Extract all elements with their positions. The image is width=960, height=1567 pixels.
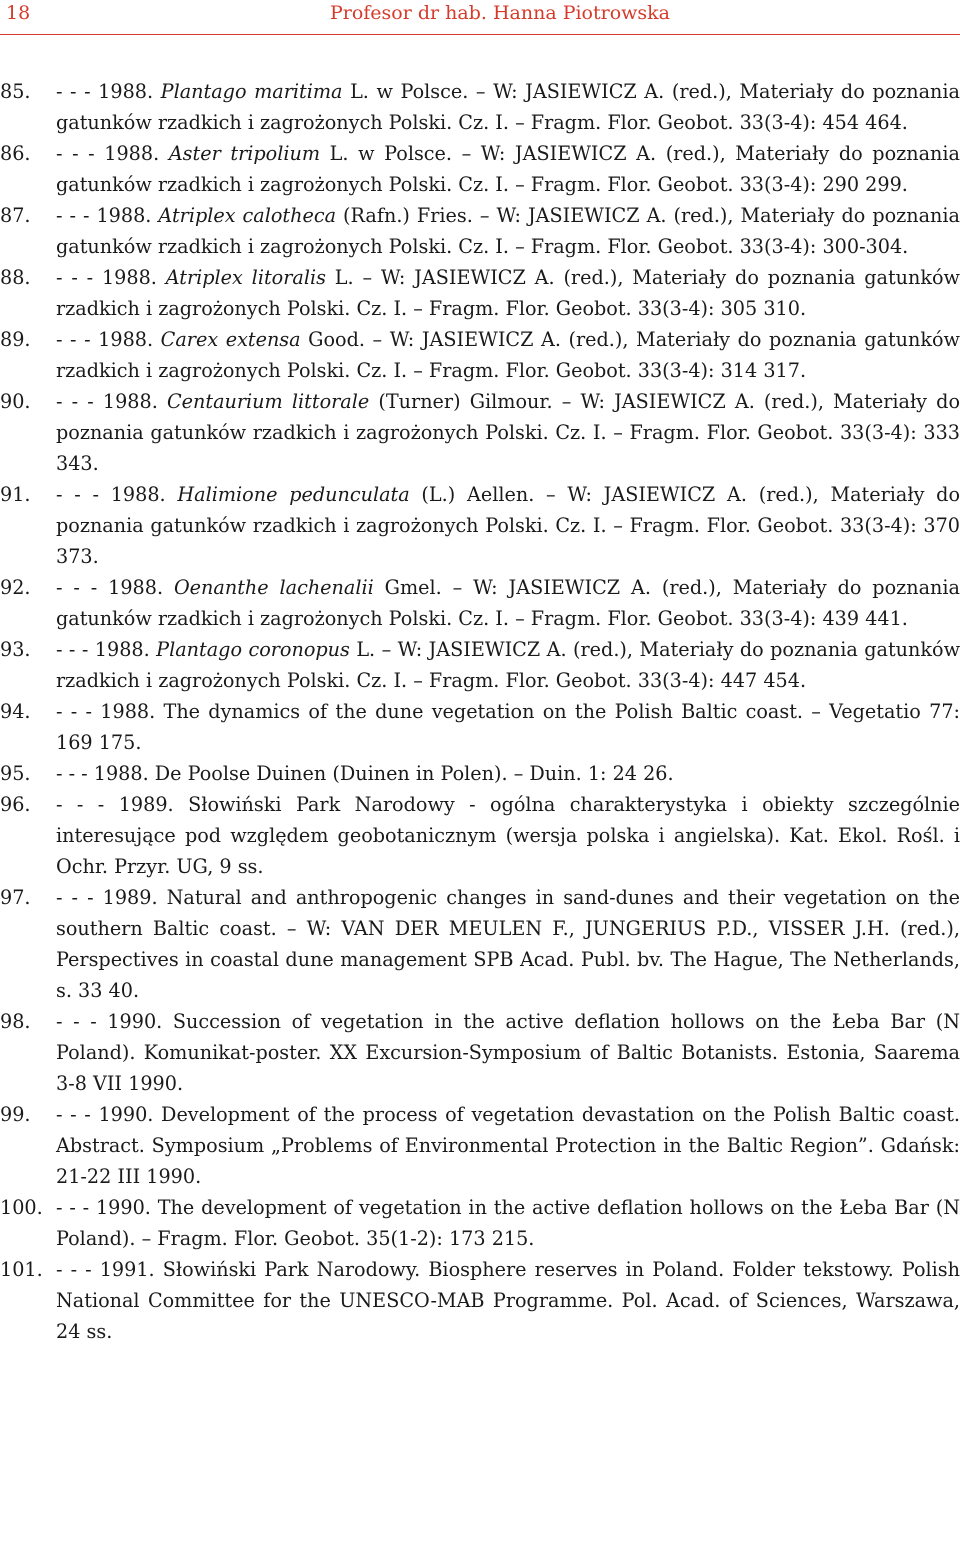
reference-number: 101. (0, 1258, 43, 1281)
reference-item (0, 1254, 960, 1347)
reference-taxon: Centaurium littorale (166, 390, 370, 413)
reference-number: 95. (0, 762, 31, 785)
reference-number: 88. (0, 266, 31, 289)
reference-year: - - - 1988. (56, 80, 154, 103)
reference-item (0, 324, 960, 386)
page-header (0, 0, 960, 38)
reference-text: (Rafn.) Fries. – W: JASIEWICZ A. (red.), Materiały do poznania gatunków rzadkich i zagrożonych Polski. Cz. I. – Fragm. Flor. Geobot. 33(3-4): 300-304. (56, 204, 960, 258)
reference-text: Good. – W: JASIEWICZ A. (red.), Materiały do poznania gatunków rzadkich i zagrożonych Polski. Cz. I. – Fragm. Flor. Geobot. 33(3-4): 314 317. (56, 328, 960, 382)
reference-text: Słowiński Park Narodowy - ogólna charakterystyka i obiekty szczególnie interesujące pod względem geobotanicznym (wersja polska i angielska). Kat. Ekol. Rośl. i Ochr. Przyr. UG, 9 ss. (56, 793, 960, 878)
reference-item (0, 789, 960, 882)
reference-text: Gmel. – W: JASIEWICZ A. (red.), Materiały do poznania gatunków rzadkich i zagrożonych Polski. Cz. I. – Fragm. Flor. Geobot. 33(3-4): 439 441. (56, 576, 960, 630)
reference-text: Succession of vegetation in the active deflation hollows on the Łeba Bar (N Poland). Komunikat-poster. XX Excursion-Symposium of Baltic Botanists. Estonia, Saarema 3-8 VII 1990. (56, 1010, 960, 1095)
reference-text: Development of the process of vegetation devastation on the Polish Baltic coast. Abstract. Symposium „Problems of Environmental Protection in the Baltic Region”. Gdańsk: 21-22 III 1990. (56, 1103, 960, 1188)
reference-year: - - - 1990. (56, 1010, 163, 1033)
reference-taxon: Plantago maritima (160, 80, 343, 103)
reference-text: The development of vegetation in the active deflation hollows on the Łeba Bar (N Poland). – Fragm. Flor. Geobot. 35(1-2): 173 215. (56, 1196, 960, 1250)
reference-text: Słowiński Park Narodowy. Biosphere reserves in Poland. Folder tekstowy. Polish National Committee for the UNESCO-MAB Programme. Pol. Acad. of Sciences, Warszawa, 24 ss. (56, 1258, 960, 1343)
reference-item (0, 572, 960, 634)
reference-year: - - - 1988. (56, 142, 160, 165)
reference-year: - - - 1989. (56, 886, 158, 909)
reference-item (0, 386, 960, 479)
reference-year: - - - 1988. (56, 390, 158, 413)
reference-text: (Turner) Gilmour. – W: JASIEWICZ A. (red.), Materiały do poznania gatunków rzadkich i zagrożonych Polski. Cz. I. – Fragm. Flor. Geobot. 33(3-4): 333 343. (56, 390, 960, 475)
reference-year: - - - 1989. (56, 793, 174, 816)
reference-item (0, 76, 960, 138)
reference-taxon: Plantago coronopus (156, 638, 350, 661)
running-title: Profesor dr hab. Hanna Piotrowska (329, 2, 671, 24)
reference-number: 93. (0, 638, 31, 661)
reference-number: 85. (0, 80, 31, 103)
reference-number: 87. (0, 204, 31, 227)
reference-year: - - - 1988. (56, 700, 156, 723)
reference-taxon: Atriplex calotheca (158, 204, 337, 227)
reference-text: De Poolse Duinen (Duinen in Polen). – Duin. 1: 24 26. (148, 762, 674, 785)
reference-item (0, 882, 960, 1006)
reference-number: 98. (0, 1010, 31, 1033)
reference-item (0, 1192, 960, 1254)
reference-taxon: Carex extensa (160, 328, 301, 351)
reference-item (0, 262, 960, 324)
reference-number: 92. (0, 576, 31, 599)
reference-item (0, 138, 960, 200)
reference-text: L. – W: JASIEWICZ A. (red.), Materiały do poznania gatunków rzadkich i zagrożonych Polski. Cz. I. – Fragm. Flor. Geobot. 33(3-4): 305 310. (56, 266, 960, 320)
reference-item (0, 479, 960, 572)
reference-item (0, 758, 960, 789)
reference-number: 94. (0, 700, 31, 723)
reference-number: 96. (0, 793, 31, 816)
reference-taxon: Aster tripolium (168, 142, 321, 165)
page-number: 18 (6, 2, 31, 24)
reference-year: - - - 1988. (56, 762, 149, 785)
reference-text: (L.) Aellen. – W: JASIEWICZ A. (red.), Materiały do poznania gatunków rzadkich i zagrożonych Polski. Cz. I. – Fragm. Flor. Geobot. 33(3-4): 370 373. (56, 483, 960, 568)
reference-number: 100. (0, 1196, 43, 1219)
reference-taxon: Oenanthe lachenalii (173, 576, 374, 599)
reference-number: 90. (0, 390, 31, 413)
reference-item (0, 696, 960, 758)
reference-year: - - - 1990. (56, 1196, 151, 1219)
reference-item (0, 634, 960, 696)
reference-number: 86. (0, 142, 31, 165)
reference-year: - - - 1988. (56, 204, 152, 227)
reference-item (0, 1006, 960, 1099)
reference-taxon: Atriplex litoralis (165, 266, 326, 289)
reference-year: - - - 1991. (56, 1258, 155, 1281)
reference-text: L. w Polsce. – W: JASIEWICZ A. (red.), Materiały do poznania gatunków rzadkich i zagrożonych Polski. Cz. I. – Fragm. Flor. Geobot. 33(3-4): 290 299. (56, 142, 960, 196)
reference-list (0, 76, 960, 1347)
reference-item (0, 1099, 960, 1192)
reference-item (0, 200, 960, 262)
reference-year: - - - 1988. (56, 328, 154, 351)
reference-number: 91. (0, 483, 31, 506)
reference-number: 97. (0, 886, 31, 909)
reference-year: - - - 1988. (56, 266, 157, 289)
reference-year: - - - 1988. (56, 638, 150, 661)
reference-number: 99. (0, 1103, 31, 1126)
reference-year: - - - 1990. (56, 1103, 154, 1126)
reference-taxon: Halimione pedunculata (177, 483, 410, 506)
reference-text: L. – W: JASIEWICZ A. (red.), Materiały do poznania gatunków rzadkich i zagrożonych Polski. Cz. I. – Fragm. Flor. Geobot. 33(3-4): 447 454. (56, 638, 960, 692)
reference-text: Natural and anthropogenic changes in sand-dunes and their vegetation on the southern Baltic coast. – W: VAN DER MEULEN F., JUNGERIUS P.D., VISSER J.H. (red.), Perspectives in coastal dune management SPB Acad. Publ. bv. The Hague, The Netherlands, s. 33 40. (56, 886, 960, 1002)
reference-text: The dynamics of the dune vegetation on the Polish Baltic coast. – Vegetatio 77: 169 175. (56, 700, 960, 754)
reference-text: L. w Polsce. – W: JASIEWICZ A. (red.), Materiały do poznania gatunków rzadkich i zagrożonych Polski. Cz. I. – Fragm. Flor. Geobot. 33(3-4): 454 464. (56, 80, 960, 134)
reference-number: 89. (0, 328, 31, 351)
reference-year: - - - 1988. (56, 576, 164, 599)
header-rule (0, 34, 960, 35)
reference-year: - - - 1988. (56, 483, 166, 506)
